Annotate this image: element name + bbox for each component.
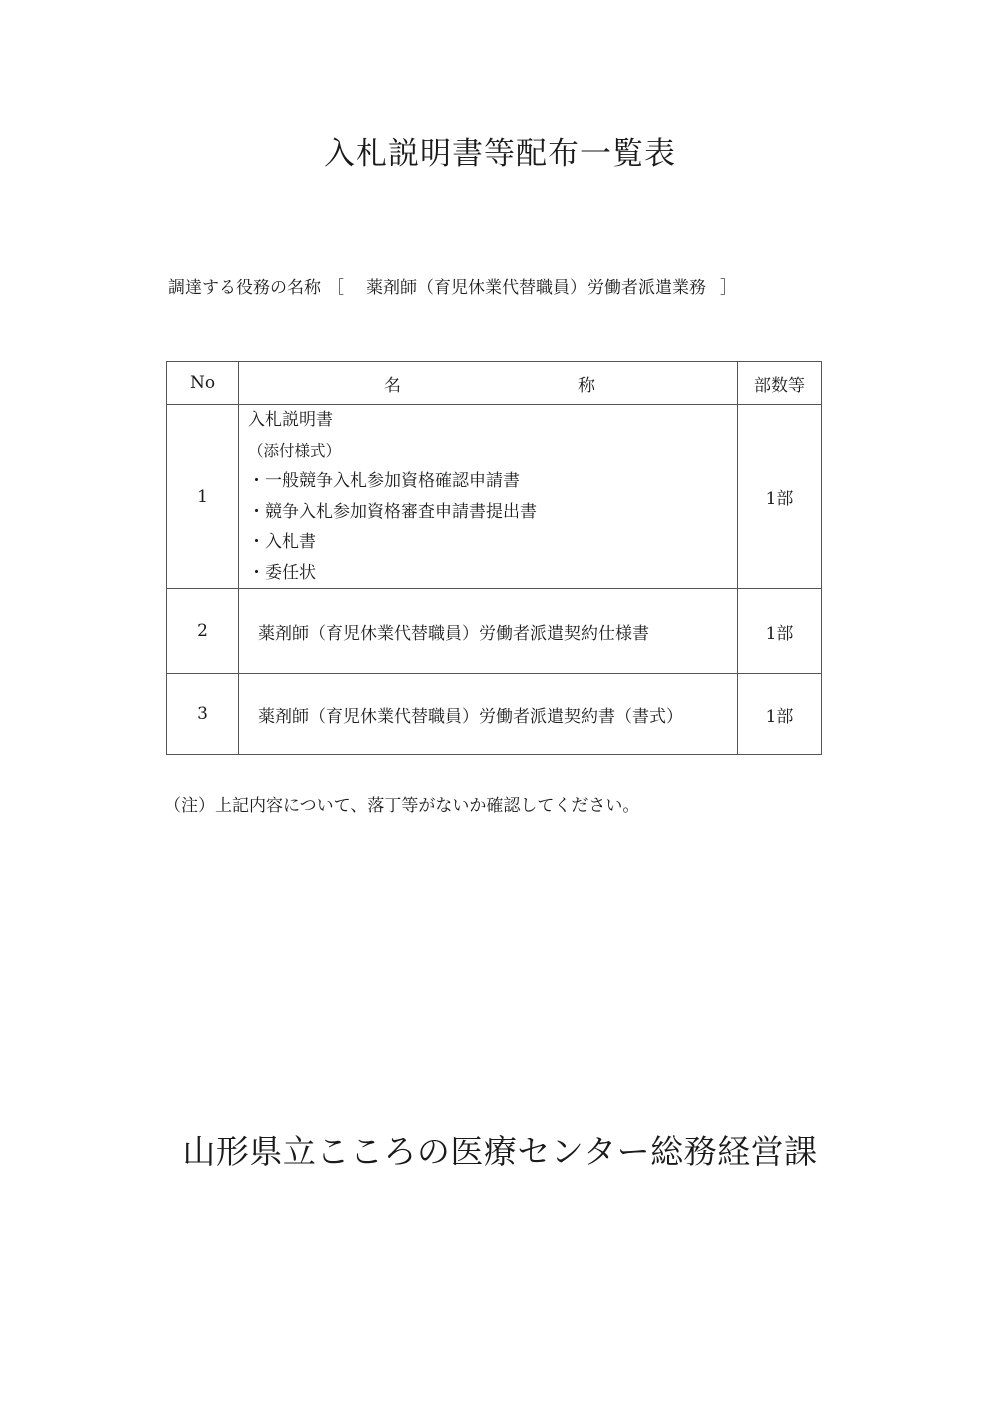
distribution-table [166,361,822,755]
item-line: ・委任状 [248,562,316,583]
table-row [167,405,822,589]
item-line: ・一般競争入札参加資格確認申請書 [248,471,520,491]
service-name-line [168,273,828,298]
table-row [167,674,822,755]
organization-name: 山形県立こころの医療センター総務経営課 [182,1132,818,1171]
row-name [239,405,738,589]
header-name-right: 称 [578,375,595,396]
row-name [239,589,738,674]
row-no: 1 [167,405,239,589]
service-name: 薬剤師（育児休業代替職員）労働者派遣業務 [366,278,706,298]
header-name [239,362,738,405]
bracket-close: ］ [720,278,737,298]
item-line: ・入札書 [248,532,316,552]
table-row [167,589,822,674]
item-line: ・競争入札参加資格審査申請書提出書 [248,501,537,522]
item-name: 薬剤師（育児休業代替職員）労働者派遣契約仕様書 [258,623,649,644]
document-title: 入札説明書等配布一覧表 [324,136,676,172]
header-qty: 部数等 [738,362,822,405]
header-name-left: 名 [384,375,401,396]
row-qty: 1部 [738,589,822,674]
row-no: 3 [167,674,239,755]
row-qty: 1部 [738,674,822,755]
service-label: 調達する役務の名称 [168,278,321,298]
item-name: 薬剤師（育児休業代替職員）労働者派遣契約書（書式） [258,706,683,727]
row-qty: 1部 [738,405,822,589]
note-text: （注）上記内容について、落丁等がないか確認してください。 [164,796,640,816]
bracket-open: ［ [327,278,344,298]
item-line: （添付様式） [248,441,342,460]
table-header-row [167,362,822,405]
row-name [239,674,738,755]
header-no: No [167,362,239,405]
row-no: 2 [167,589,239,674]
item-line: 入札説明書 [248,410,333,430]
